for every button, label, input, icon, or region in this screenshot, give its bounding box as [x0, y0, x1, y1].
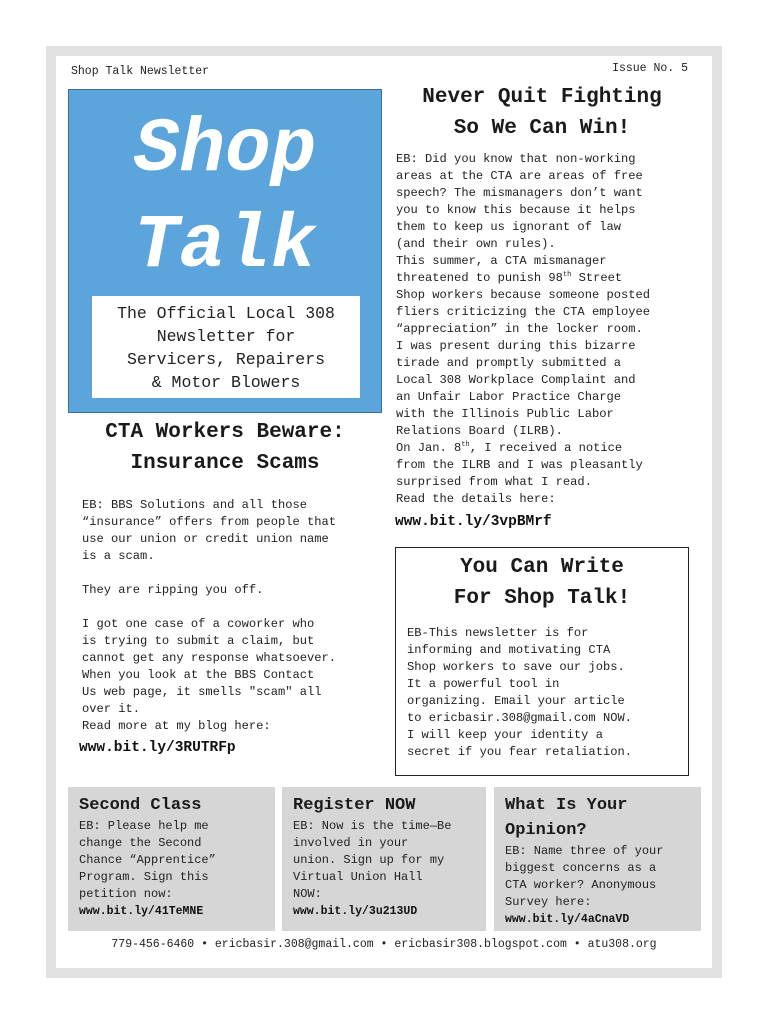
survey-link[interactable]: www.bit.ly/4aCnaVD	[505, 913, 630, 926]
write-for-us-box	[395, 547, 689, 776]
insurance-article: EB: BBS Solutions and all those “insurance” offers from people that use our union or credit union name is a scam. They are ripping you off. I got one case of a coworker who is trying to submit a claim, but cannot get any response whatsoever. When you look at the BBS Contact Us web page, it smells "scam" all over it. Read more at my blog here:	[82, 498, 337, 733]
insurance-headline: CTA Workers Beware: Insurance Scams	[105, 421, 345, 475]
issue-number: Issue No. 5	[612, 62, 688, 75]
masthead	[68, 89, 382, 413]
contact-footer: 779-456-6460 • ericbasir.308@gmail.com • ericbasir308.blogspot.com • atu308.org	[111, 938, 657, 951]
fighting-headline: Never Quit Fighting So We Can Win!	[422, 86, 662, 140]
box-title: What Is Your Opinion?	[505, 796, 628, 840]
second-class-box	[68, 787, 275, 931]
box-body: EB: Now is the time—Be involved in your union. Sign up for my Virtual Union Hall NOW:	[293, 819, 452, 901]
register-link[interactable]: www.bit.ly/3u213UD	[293, 905, 418, 918]
masthead-title: Shop Talk	[133, 107, 317, 289]
box-body: EB: Please help me change the Second Chance “Apprentice” Program. Sign this petition now:	[79, 819, 216, 901]
fighting-article: EB: Did you know that non-working areas at the CTA are areas of free speech? The mismanagers don’t want you to know this because it helps them to keep us ignorant of law (and their own rules). This summer, a CTA mismanager threatened to punish 98th Street Shop workers because someone posted fliers criticizing the CTA employee “appreciation” in the locker room. I was present during this bizarre tirade and promptly submitted a Local 308 Workplace Complaint and an Unfair Labor Practice Charge with the Illinois Public Labor Relations Board (ILRB). On Jan. 8th, I received a notice from the ILRB and I was pleasantly surprised from what I read. Read the details here:	[396, 152, 651, 506]
petition-link[interactable]: www.bit.ly/41TeMNE	[79, 905, 204, 918]
opinion-box	[494, 787, 701, 931]
register-now-box	[282, 787, 486, 931]
box-title: Second Class	[79, 796, 202, 815]
write-body: EB-This newsletter is for informing and motivating CTA Shop workers to save our jobs. It a powerful tool in organizing. Email your article to ericbasir.308@gmail.com NOW. I will keep your identity a secret if you fear retaliation.	[407, 626, 632, 759]
box-title: Register NOW	[293, 796, 416, 815]
insurance-link[interactable]: www.bit.ly/3RUTRFp	[79, 740, 236, 756]
newsletter-page	[56, 56, 712, 968]
newsletter-name: Shop Talk Newsletter	[71, 65, 210, 78]
box-body: EB: Name three of your biggest concerns as a CTA worker? Anonymous Survey here:	[505, 844, 664, 909]
masthead-subtitle: The Official Local 308 Newsletter for Servicers, Repairers & Motor Blowers	[92, 296, 360, 398]
fighting-link[interactable]: www.bit.ly/3vpBMrf	[395, 514, 552, 530]
write-headline: You Can Write For Shop Talk!	[453, 556, 631, 610]
